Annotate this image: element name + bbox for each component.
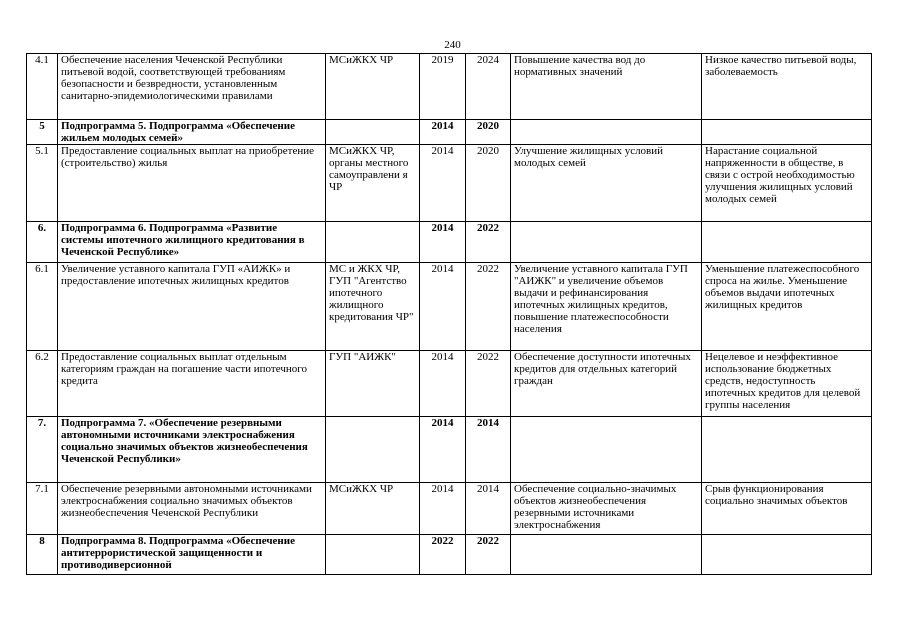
row-end-year: 2022 [466, 263, 511, 351]
row-executor [326, 120, 420, 145]
row-executor [326, 417, 420, 483]
row-start-year: 2014 [420, 120, 466, 145]
row-consequence [702, 120, 872, 145]
row-consequence [702, 417, 872, 483]
row-consequence: Нарастание социальной напряженности в обществе, в связи с острой необходимостью улучшения жилищных условий молодых семей [702, 145, 872, 222]
row-name: Подпрограмма 8. Подпрограмма «Обеспечение антитеррористической защищенности и противодиверсионной [58, 535, 326, 575]
row-number: 4.1 [27, 54, 58, 120]
row-result: Повышение качества вод до нормативных значений [511, 54, 702, 120]
page-number: 240 [444, 39, 461, 51]
table-row [27, 263, 872, 351]
table-row [27, 145, 872, 222]
row-number: 8 [27, 535, 58, 575]
row-start-year: 2014 [420, 222, 466, 263]
table-row [27, 351, 872, 417]
row-start-year: 2019 [420, 54, 466, 120]
row-number: 7.1 [27, 483, 58, 535]
program-table [26, 53, 872, 575]
row-start-year: 2014 [420, 263, 466, 351]
row-start-year: 2014 [420, 145, 466, 222]
row-end-year: 2014 [466, 417, 511, 483]
row-consequence: Срыв функционирования социально значимых объектов [702, 483, 872, 535]
row-name: Подпрограмма 6. Подпрограмма «Развитие системы ипотечного жилищного кредитования в Чеченской Республике» [58, 222, 326, 263]
row-result: Обеспечение социально-значимых объектов жизнеобеспечения резервными источниками электроснабжения [511, 483, 702, 535]
row-result [511, 535, 702, 575]
row-executor: МСиЖКХ ЧР [326, 54, 420, 120]
row-name: Обеспечение населения Чеченской Республики питьевой водой, соответствующей требованиям безопасности и безвредности, установленным санитарно-эпидемиологическими правилами [58, 54, 326, 120]
table-row [27, 54, 872, 120]
row-start-year: 2014 [420, 351, 466, 417]
row-executor: МСиЖКХ ЧР [326, 483, 420, 535]
row-consequence [702, 222, 872, 263]
row-executor [326, 222, 420, 263]
row-end-year: 2024 [466, 54, 511, 120]
row-number: 5 [27, 120, 58, 145]
row-number: 6. [27, 222, 58, 263]
row-end-year: 2020 [466, 145, 511, 222]
row-executor [326, 535, 420, 575]
row-name: Подпрограмма 5. Подпрограмма «Обеспечение жильем молодых семей» [58, 120, 326, 145]
row-end-year: 2022 [466, 351, 511, 417]
row-name: Предоставление социальных выплат на приобретение (строительство) жилья [58, 145, 326, 222]
table-row-subprogram [27, 120, 872, 145]
row-start-year: 2014 [420, 417, 466, 483]
row-end-year: 2022 [466, 222, 511, 263]
row-result [511, 120, 702, 145]
row-consequence: Нецелевое и неэффективное использование бюджетных средств, недоступность ипотечных кредитов для целевой группы населения [702, 351, 872, 417]
table-row [27, 483, 872, 535]
row-executor: ГУП "АИЖК" [326, 351, 420, 417]
row-consequence: Низкое качество питьевой воды, заболеваемость [702, 54, 872, 120]
row-number: 5.1 [27, 145, 58, 222]
row-result [511, 417, 702, 483]
row-result: Обеспечение доступности ипотечных кредитов для отдельных категорий граждан [511, 351, 702, 417]
row-start-year: 2022 [420, 535, 466, 575]
row-number: 6.1 [27, 263, 58, 351]
row-end-year: 2022 [466, 535, 511, 575]
row-consequence [702, 535, 872, 575]
row-executor: МС и ЖКХ ЧР, ГУП "Агентство ипотечного жилищного кредитования ЧР" [326, 263, 420, 351]
row-end-year: 2020 [466, 120, 511, 145]
table-row-subprogram [27, 535, 872, 575]
row-start-year: 2014 [420, 483, 466, 535]
row-executor: МСиЖКХ ЧР, органы местного самоуправлени я ЧР [326, 145, 420, 222]
row-result: Улучшение жилищных условий молодых семей [511, 145, 702, 222]
row-name: Обеспечение резервными автономными источниками электроснабжения социально значимых объектов жизнеобеспечения Чеченской Республики [58, 483, 326, 535]
row-number: 7. [27, 417, 58, 483]
row-consequence: Уменьшение платежеспособного спроса на жилье. Уменьшение объемов выдачи ипотечных жилищных кредитов [702, 263, 872, 351]
row-result: Увеличение уставного капитала ГУП "АИЖК" и увеличение объемов выдачи и рефинансирования ипотечных жилищных кредитов, повышение платежеспособности населения [511, 263, 702, 351]
row-result [511, 222, 702, 263]
row-name: Подпрограмма 7. «Обеспечение резервными автономными источниками электроснабжения социально значимых объектов жизнеобеспечения Чеченской Республики» [58, 417, 326, 483]
row-name: Увеличение уставного капитала ГУП «АИЖК» и предоставление ипотечных жилищных кредитов [58, 263, 326, 351]
table-row-subprogram [27, 222, 872, 263]
row-name: Предоставление социальных выплат отдельным категориям граждан на погашение части ипотечного кредита [58, 351, 326, 417]
table-row-subprogram [27, 417, 872, 483]
row-end-year: 2014 [466, 483, 511, 535]
row-number: 6.2 [27, 351, 58, 417]
